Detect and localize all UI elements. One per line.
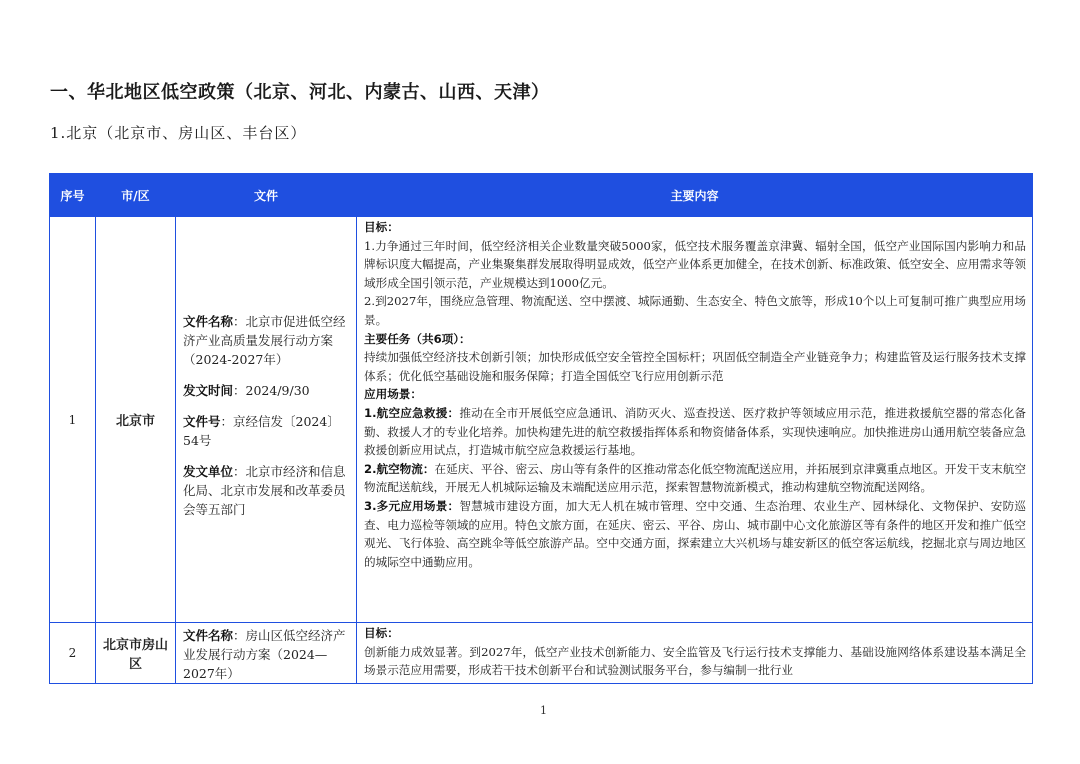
doc-name xyxy=(183,312,350,369)
subsection-heading: 1.北京（北京市、房山区、丰台区） xyxy=(50,124,307,142)
row-city: 北京市房山区 xyxy=(96,623,176,684)
doc-date xyxy=(183,381,350,400)
doc-number-label: 文件号 xyxy=(183,413,221,429)
scene-1-text: 推动在全市开展低空应急通讯、消防灭火、巡查投送、医疗救护等领域应用示范，推进救援航空器的常态化备勤、救援人才的专业化培养。加快构建先进的航空救援指挥体系和物资储备体系，实现快速响应。加快推进房山通用航空装备应急救援创新应用试点，打造城市航空应急救援运行基地。 xyxy=(364,405,1026,458)
table-header-row xyxy=(50,174,1033,217)
doc-number xyxy=(183,412,350,450)
doc-name-value: ：房山区低空经济产业发展行动方案（2024—2027年） xyxy=(183,628,346,681)
table-row xyxy=(50,623,1033,684)
scene-3-label: 3.多元应用场景： xyxy=(364,498,460,513)
policy-table xyxy=(49,173,1033,684)
scene-1 xyxy=(364,404,1026,460)
goal-label: 目标： xyxy=(364,626,399,640)
goal-text: 创新能力成效显著。到2027年，低空产业技术创新能力、安全监管及飞行运行技术支撑能力、基础设施网络体系建设基本满足全场景示范应用需要，形成若干技术创新平台和试验测试服务平台，参与编制一批行业 xyxy=(364,644,1026,678)
scene-3 xyxy=(364,497,1026,571)
tasks-label: 主要任务（共6项）： xyxy=(364,331,471,346)
section-heading: 一、华北地区低空政策（北京、河北、内蒙古、山西、天津） xyxy=(50,82,550,103)
scene-2-label: 2.航空物流： xyxy=(364,461,435,476)
table-row xyxy=(50,217,1033,623)
scene-2 xyxy=(364,460,1026,497)
doc-name-label: 文件名称 xyxy=(183,313,234,329)
page-number: 1 xyxy=(540,704,547,717)
row-number: 2 xyxy=(50,623,96,684)
scenes-label: 应用场景： xyxy=(364,387,422,402)
row-content xyxy=(357,217,1033,623)
header-content: 主要内容 xyxy=(357,174,1033,217)
doc-date-label: 发文时间 xyxy=(183,382,234,398)
row-number: 1 xyxy=(50,217,96,623)
goal-item-2: 2.到2027年，围绕应急管理、物流配送、空中摆渡、城际通勤、生态安全、特色文旅等，形成10个以上可复制可推广典型应用场景。 xyxy=(364,294,1026,327)
doc-name-label: 文件名称 xyxy=(183,628,234,643)
doc-issuer-label: 发文单位 xyxy=(183,463,234,479)
row-document xyxy=(176,217,357,623)
scene-1-label: 1.航空应急救援： xyxy=(364,405,460,420)
header-no: 序号 xyxy=(50,174,96,217)
doc-issuer xyxy=(183,462,350,519)
header-document: 文件 xyxy=(176,174,357,217)
tasks-text: 持续加强低空经济技术创新引领；加快形成低空安全管控全国标杆；巩固低空制造全产业链竞争力；构建监管及运行服务技术支撑体系；优化低空基础设施和服务保障；打造全国低空飞行应用创新示范 xyxy=(364,350,1026,383)
scene-3-text: 智慧城市建设方面，加大无人机在城市管理、空中交通、生态治理、农业生产、园林绿化、文物保护、安防巡查、电力巡检等领域的应用。特色文旅方面，在延庆、密云、平谷、房山、城市副中心文化旅游区等有条件的地区开发和推广低空观光、飞行体验、高空跳伞等低空旅游产品。空中交通方面，探索建立大兴机场与雄安新区的低空客运航线，挖掘北京与周边地区的城际空中通勤应用。 xyxy=(364,498,1026,569)
doc-date-value: ：2024/9/30 xyxy=(233,382,310,398)
doc-name-value: ：北京市促进低空经济产业高质量发展行动方案（2024-2027年） xyxy=(183,313,346,367)
header-city: 市/区 xyxy=(96,174,176,217)
goal-item-1: 1.力争通过三年时间，低空经济相关企业数量突破5000家，低空技术服务覆盖京津冀、辐射全国，低空产业国际国内影响力和品牌标识度大幅提高，产业集聚集群发展取得明显成效，低空产业体系更加健全，在技术创新、标准政策、低空安全、应用需求等领域形成全国引领示范，产业规模达到1000亿元。 xyxy=(364,238,1026,290)
row-content xyxy=(357,623,1033,684)
scene-2-text: 在延庆、平谷、密云、房山等有条件的区推动常态化低空物流配送应用，并拓展到京津冀重点地区。开发干支末航空物流配送航线，开展无人机城际运输及末端配送应用示范，探索智慧物流新模式，推动构建航空物流配送网络。 xyxy=(364,461,1026,495)
goal-label: 目标： xyxy=(364,220,399,234)
doc-issuer-value: ：北京市经济和信息化局、北京市发展和改革委员会等五部门 xyxy=(183,463,346,517)
doc-number-value: ：京经信发〔2024〕54号 xyxy=(183,413,340,448)
row-city: 北京市 xyxy=(96,217,176,623)
row-document xyxy=(176,623,357,684)
